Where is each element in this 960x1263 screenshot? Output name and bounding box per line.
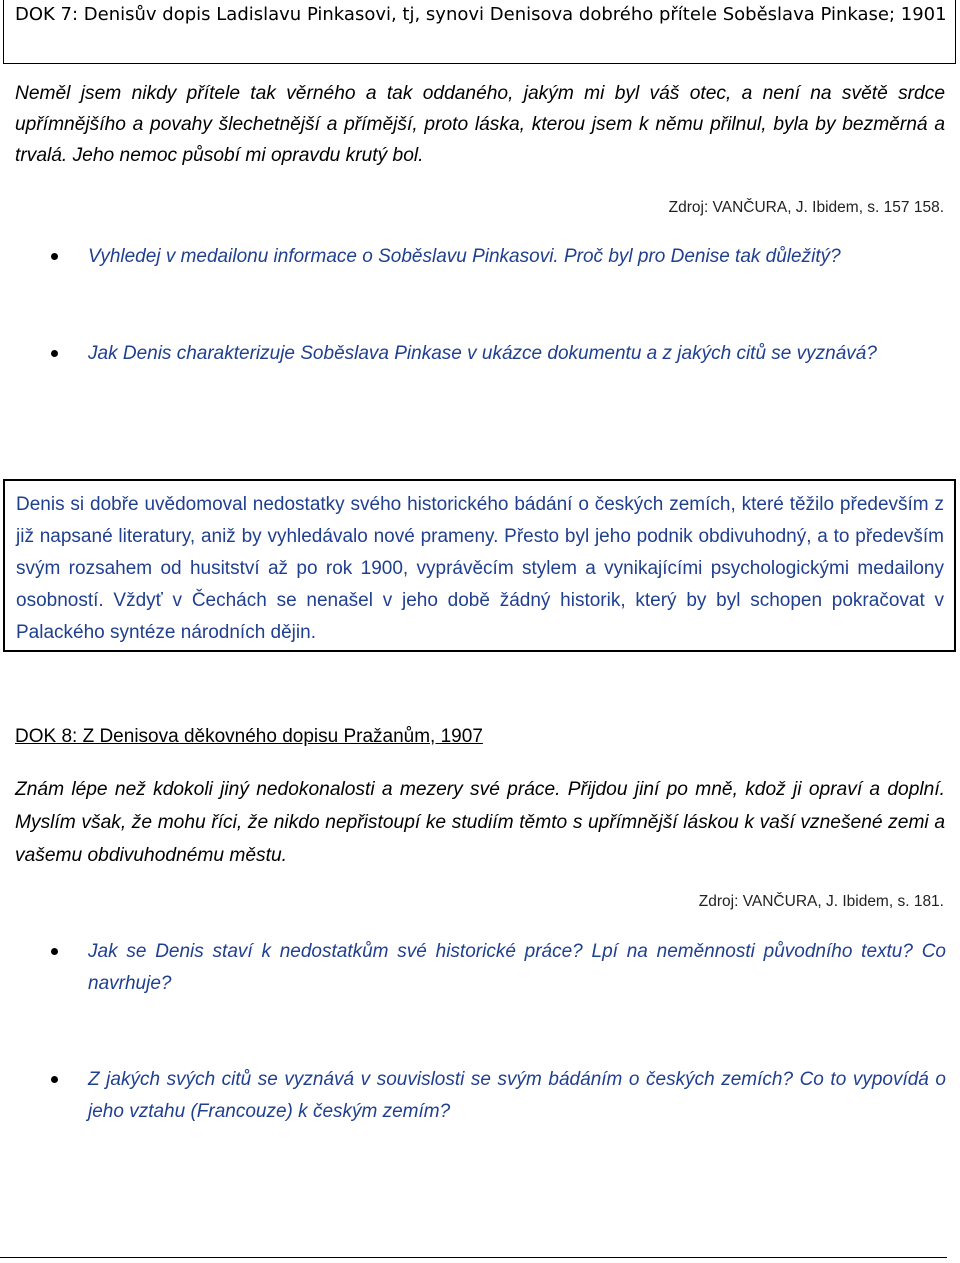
doc7-source: Zdroj: VANČURA, J. Ibidem, s. 157 158. bbox=[668, 199, 944, 216]
doc8-quote: Znám lépe než kdokoli jiný nedokonalosti a mezery své práce. Přijdou jiní po mně, kdož ji opraví a doplní. Myslím však, že mohu říci, že nikdo nepřistoupí ke studiím těmto s upřímnější láskou k vaší vznešené zemi a vašemu obdivuhodnému městu. bbox=[15, 779, 945, 866]
summary-text: Denis si dobře uvědomoval nedostatky svého historického bádání o českých zemích, které těžilo především z již napsané literatury, aniž by vyhledávalo nové prameny. Přesto byl jeho podnik obdivuhodný, a to především svým rozsahem od husitství až po rok 1900, vyprávěcím stylem a vynikajícími psychologickými medailony osobností. Vždyť v Čechách se nenašel v jeho době žádný historik, který by byl schopen pokračovat v Palackého syntéze národních dějin. bbox=[16, 494, 944, 643]
bullet-icon bbox=[51, 350, 58, 357]
doc7-title: DOK 7: Denisův dopis Ladislavu Pinkasovi, tj, synovi Denisova dobrého přítele Soběslava Pinkase; 1901 bbox=[15, 4, 947, 25]
question-text: Vyhledej v medailonu informace o Soběslavu Pinkasovi. Proč byl pro Denise tak důležitý? bbox=[88, 246, 841, 267]
doc7-quote: Neměl jsem nikdy přítele tak věrného a tak oddaného, jakým mi byl váš otec, a není na světě srdce upřímnějšího a povahy šlechetnější a přímější, proto láska, kterou jsem k němu přilnul, byla by bezměrná a trvalá. Jeho nemoc působí mi opravdu krutý bol. bbox=[15, 83, 945, 166]
bullet-icon bbox=[51, 253, 58, 260]
question-text: Jak se Denis staví k nedostatkům své historické práce? Lpí na neměnnosti původního textu? Co navrhuje? bbox=[88, 941, 946, 994]
doc8-source: Zdroj: VANČURA, J. Ibidem, s. 181. bbox=[698, 893, 944, 910]
question-text: Z jakých svých citů se vyznává v souvislosti se svým bádáním o českých zemích? Co to vypovídá o jeho vztahu (Francouze) k českým zemím? bbox=[88, 1069, 946, 1122]
bullet-icon bbox=[51, 948, 58, 955]
doc8-title: DOK 8: Z Denisova děkovného dopisu Pražanům, 1907 bbox=[15, 726, 483, 747]
summary-box bbox=[3, 479, 956, 652]
bullet-icon bbox=[51, 1076, 58, 1083]
bottom-rule bbox=[0, 1257, 947, 1258]
question-text: Jak Denis charakterizuje Soběslava Pinkase v ukázce dokumentu a z jakých citů se vyznává? bbox=[88, 343, 877, 364]
